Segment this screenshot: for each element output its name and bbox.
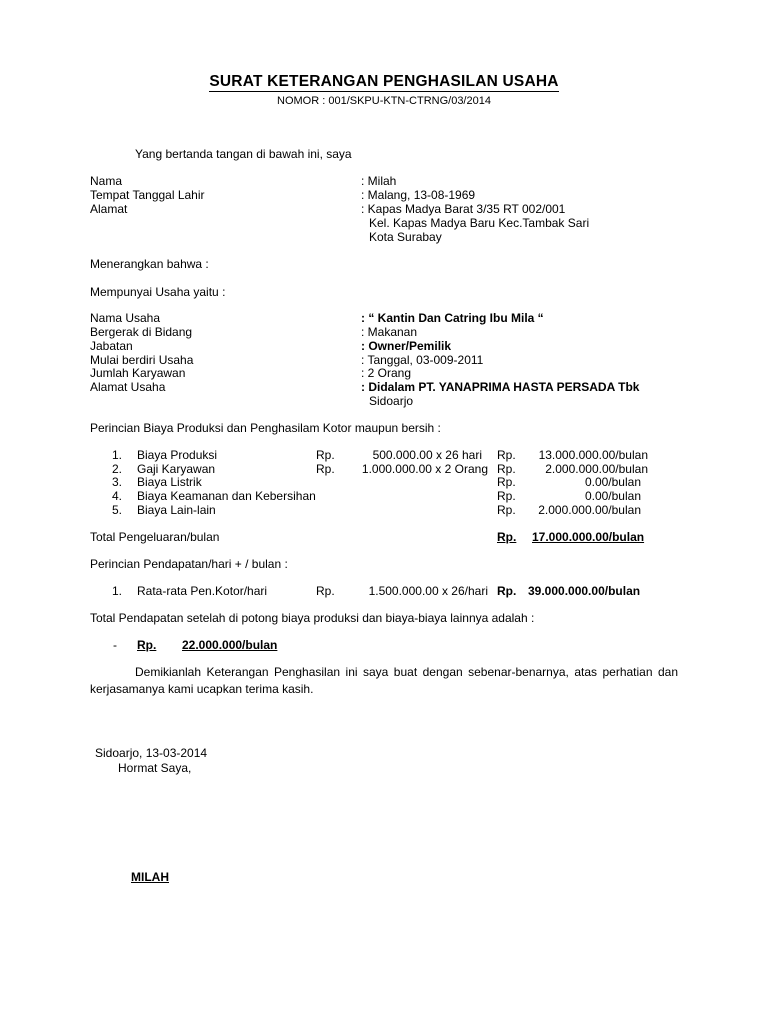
address-line-2: Kel. Kapas Madya Baru Kec.Tambak Sari — [369, 216, 590, 230]
name-value: : Milah — [361, 174, 397, 188]
closing-salutation: Hormat Saya, — [118, 761, 192, 775]
cost-row-number: 2. — [112, 462, 123, 476]
signatory-name: MILAH — [131, 870, 169, 884]
income-heading: Perincian Pendapatan/hari + / bulan : — [90, 557, 288, 571]
position-value: : Owner/Pemilik — [361, 339, 452, 353]
cost-row-label: Gaji Karyawan — [137, 462, 216, 476]
business-field-label: Bergerak di Bidang — [90, 325, 193, 339]
position-label: Jabatan — [90, 339, 133, 353]
business-name-value: : “ Kantin Dan Catring Ibu Mila “ — [361, 311, 544, 325]
cost-row-currency: Rp. — [316, 448, 335, 462]
total-expenses-currency: Rp. — [497, 530, 517, 544]
address-line-1: : Kapas Madya Barat 3/35 RT 002/001 — [361, 202, 566, 216]
cost-row-total-currency: Rp. — [497, 489, 516, 503]
net-income-text: Total Pendapatan setelah di potong biaya produksi dan biaya-biaya lainnya adalah : — [90, 611, 535, 625]
menerangkan-text: Menerangkan bahwa : — [90, 257, 209, 271]
cost-row-label: Biaya Lain-lain — [137, 503, 216, 517]
cost-row-total-currency: Rp. — [497, 503, 516, 517]
address-line-3: Kota Surabay — [369, 230, 442, 244]
employees-label: Jumlah Karyawan — [90, 366, 186, 380]
name-label: Nama — [90, 174, 123, 188]
net-income-currency: Rp. — [137, 638, 157, 652]
cost-row-total: 2.000.000.00/bulan — [538, 503, 641, 517]
cost-row-total: 0.00/bulan — [584, 489, 641, 503]
address-label: Alamat — [90, 202, 128, 216]
cost-row-label: Biaya Produksi — [137, 448, 218, 462]
income-row-total-currency: Rp. — [497, 584, 517, 598]
document-title: SURAT KETERANGAN PENGHASILAN USAHA — [209, 73, 559, 90]
intro-text: Yang bertanda tangan di bawah ini, saya — [135, 147, 352, 161]
cost-row-total: 2.000.000.00/bulan — [545, 462, 648, 476]
cost-row-number: 5. — [112, 503, 123, 517]
total-expenses-label: Total Pengeluaran/bulan — [90, 530, 220, 544]
cost-row-total: 13.000.000.00/bulan — [538, 448, 648, 462]
business-address-label: Alamat Usaha — [90, 380, 166, 394]
closing-paragraph: Demikianlah Keterangan Penghasilan ini saya buat dengan sebenar-benarnya, atas perhatian dan kerjasamanya kami ucapkan terima kasih. — [90, 665, 678, 696]
place-date: Sidoarjo, 13-03-2014 — [95, 746, 208, 760]
net-income-value: 22.000.000/bulan — [182, 638, 278, 652]
founded-label: Mulai berdiri Usaha — [90, 353, 194, 367]
birth-value: : Malang, 13-08-1969 — [361, 188, 476, 202]
cost-row-total-currency: Rp. — [497, 462, 516, 476]
cost-row-number: 4. — [112, 489, 123, 503]
cost-row-label: Biaya Keamanan dan Kebersihan — [137, 489, 316, 503]
cost-row-number: 3. — [112, 475, 123, 489]
income-row-label: Rata-rata Pen.Kotor/hari — [137, 584, 268, 598]
founded-value: : Tanggal, 03-009-2011 — [361, 353, 484, 367]
usaha-intro-text: Mempunyai Usaha yaitu : — [90, 285, 226, 299]
total-expenses-value: 17.000.000.00/bulan — [532, 530, 645, 544]
business-field-value: : Makanan — [361, 325, 418, 339]
income-row-number: 1. — [112, 584, 123, 598]
cost-row-calculation: 1.000.000.00 x 2 Orang — [361, 462, 488, 476]
cost-row-total-currency: Rp. — [497, 448, 516, 462]
cost-heading: Perincian Biaya Produksi dan Penghasilam Kotor maupun bersih : — [90, 421, 441, 435]
cost-row-calculation: 500.000.00 x 26 hari — [372, 448, 482, 462]
cost-row-label: Biaya Listrik — [137, 475, 202, 489]
income-row-calculation: 1.500.000.00 x 26/hari — [368, 584, 488, 598]
cost-row-number: 1. — [112, 448, 123, 462]
cost-row-total-currency: Rp. — [497, 475, 516, 489]
employees-value: : 2 Orang — [361, 366, 412, 380]
business-name-label: Nama Usaha — [90, 311, 161, 325]
business-address-line-2: Sidoarjo — [369, 394, 414, 408]
business-address-line-1: : Didalam PT. YANAPRIMA HASTA PERSADA Tbk — [361, 380, 640, 394]
cost-row-currency: Rp. — [316, 462, 335, 476]
net-income-bullet: - — [113, 638, 117, 652]
document-number: NOMOR : 001/SKPU-KTN-CTRNG/03/2014 — [277, 95, 491, 107]
birth-label: Tempat Tanggal Lahir — [90, 188, 205, 202]
income-row-total: 39.000.000.00/bulan — [528, 584, 641, 598]
cost-row-total: 0.00/bulan — [584, 475, 641, 489]
income-row-currency: Rp. — [316, 584, 335, 598]
